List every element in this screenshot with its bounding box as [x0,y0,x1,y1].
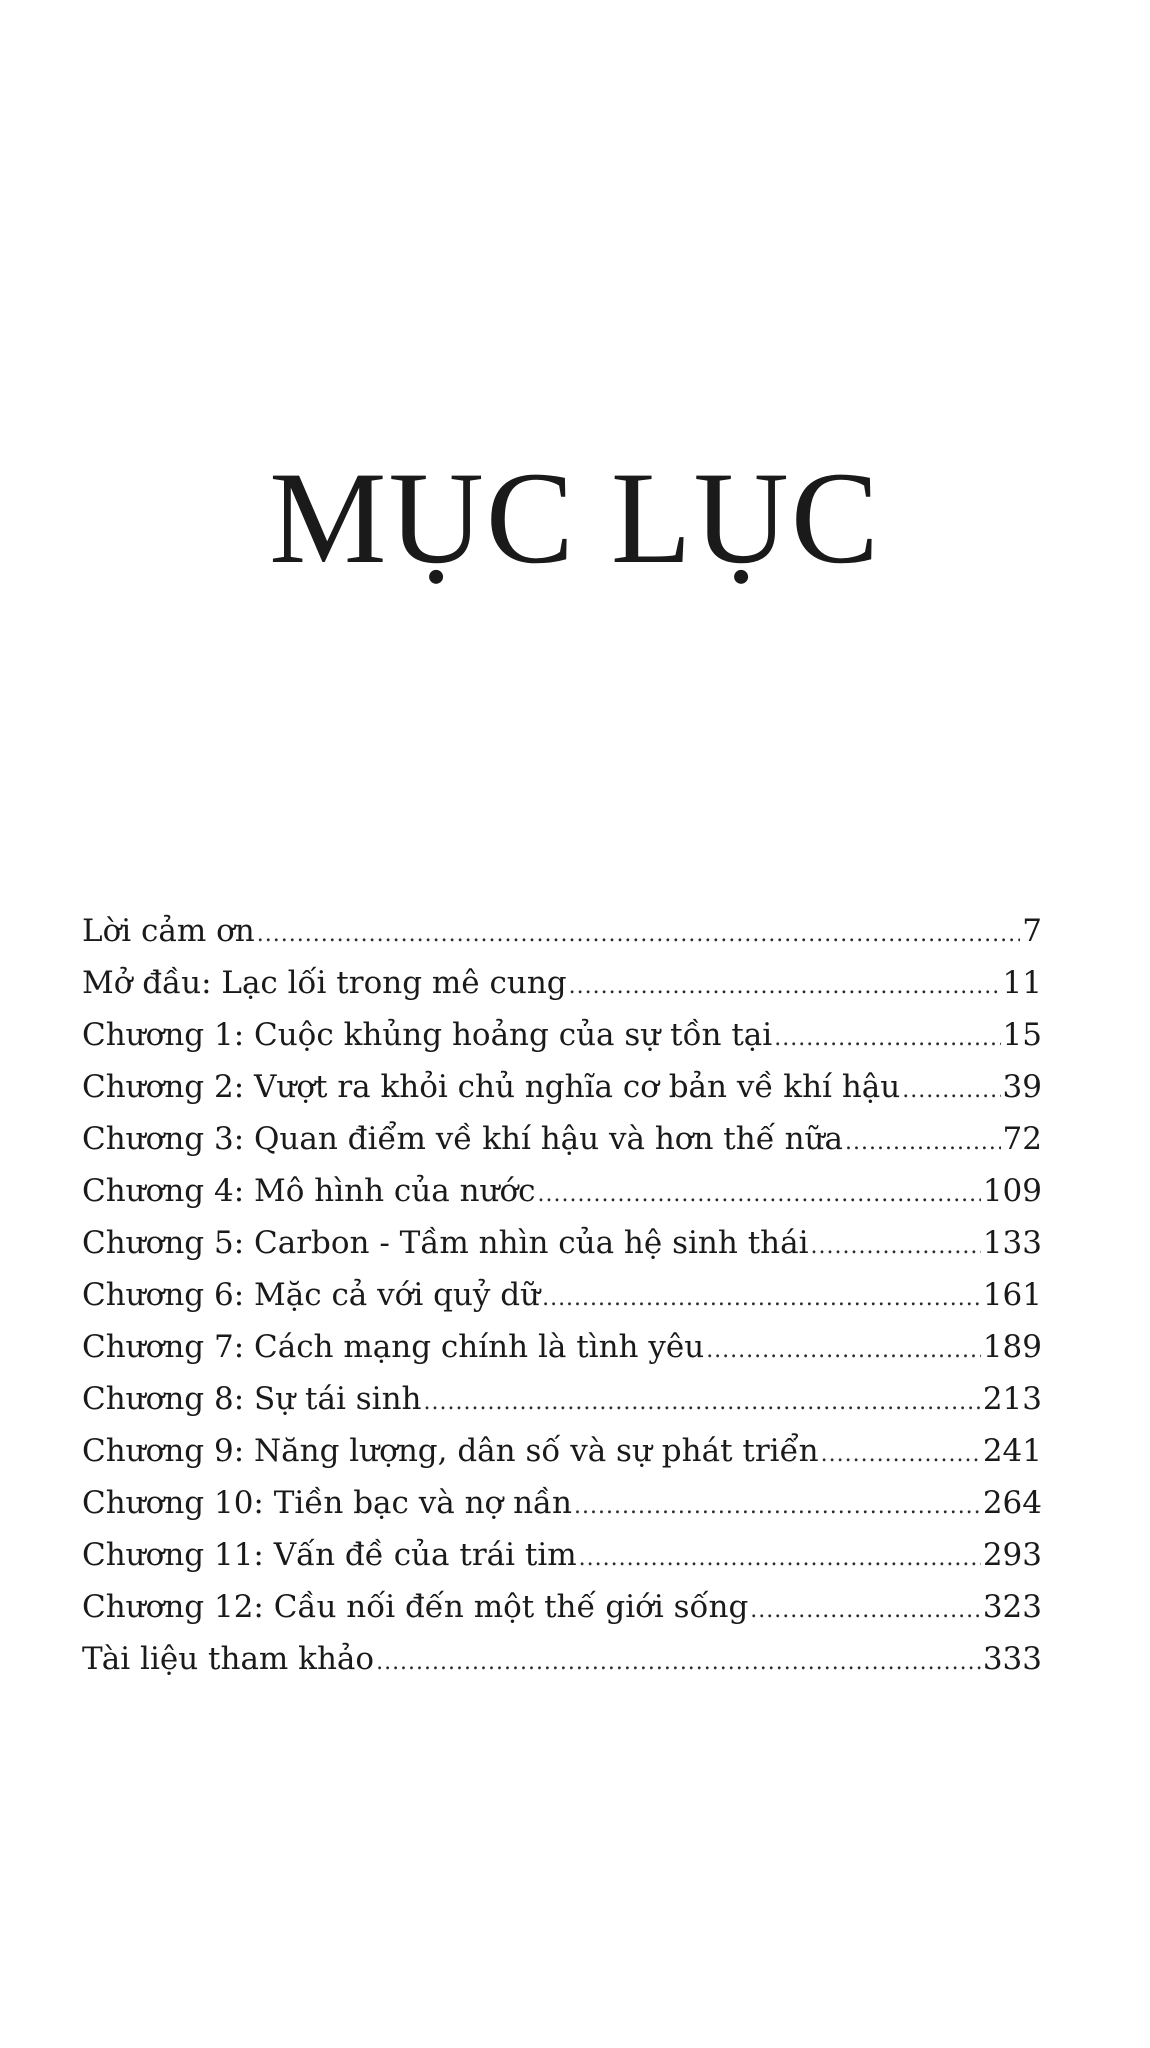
toc-entry [82,1061,1042,1113]
toc-entry [82,1373,1042,1425]
toc-dot-leader [845,1117,1001,1169]
toc-entry-label: Chương 1: Cuộc khủng hoảng của sự tồn tại [82,1017,773,1053]
toc-dot-leader [538,1169,981,1221]
toc-entry [82,1633,1042,1685]
toc-entry [82,1009,1042,1061]
toc-dot-leader [579,1533,981,1585]
toc-entry [82,905,1042,957]
toc-entry [82,1529,1042,1581]
toc-entry [82,1425,1042,1477]
toc-entry-page: 293 [982,1537,1042,1573]
toc-entry-label: Chương 7: Cách mạng chính là tình yêu [82,1329,705,1365]
toc-entry-page: 264 [982,1485,1042,1521]
toc-entry-page: 39 [1002,1069,1042,1105]
toc-entry-page: 323 [982,1589,1042,1625]
toc-entry-page: 133 [982,1225,1042,1261]
toc-dot-leader [821,1429,981,1481]
toc-dot-leader [774,1013,1000,1065]
toc-entry-page: 15 [1002,1017,1042,1053]
toc-entry [82,1217,1042,1269]
toc-dot-leader [257,909,1021,961]
toc-entry-page: 213 [982,1381,1042,1417]
toc-entry-label: Mở đầu: Lạc lối trong mê cung [82,965,567,1001]
toc-dot-leader [424,1377,981,1429]
toc-entry-label: Chương 3: Quan điểm về khí hậu và hơn thế nữa [82,1121,844,1157]
toc-entry-label: Chương 9: Năng lượng, dân số và sự phát triển [82,1433,819,1469]
toc-entry-page: 333 [982,1641,1042,1677]
toc-dot-leader [811,1221,981,1273]
toc-entry [82,1477,1042,1529]
toc-dot-leader [376,1637,981,1689]
toc-entry-label: Chương 12: Cầu nối đến một thế giới sống [82,1589,749,1625]
toc-entry-label: Chương 4: Mô hình của nước [82,1173,536,1209]
toc-entry-page: 161 [982,1277,1042,1313]
toc-entry-label: Lời cảm ơn [82,913,255,949]
toc-entry-label: Chương 6: Mặc cả với quỷ dữ [82,1277,541,1313]
toc-entry-label: Chương 2: Vượt ra khỏi chủ nghĩa cơ bản về khí hậu [82,1069,901,1105]
toc-entry [82,1165,1042,1217]
toc-entry-page: 11 [1002,965,1042,1001]
toc-entry-page: 189 [982,1329,1042,1365]
toc-entry-page: 72 [1002,1121,1042,1157]
toc-dot-leader [574,1481,981,1533]
page-title: MỤC LỤC [269,444,881,591]
toc-entry [82,1113,1042,1165]
toc-entry [82,1269,1042,1321]
table-of-contents [82,905,1042,1685]
toc-entry-page: 109 [982,1173,1042,1209]
toc-dot-leader [750,1585,981,1637]
toc-entry [82,1321,1042,1373]
toc-entry [82,957,1042,1009]
toc-dot-leader [706,1325,981,1377]
toc-dot-leader [569,961,1001,1013]
toc-entry-label: Chương 5: Carbon - Tầm nhìn của hệ sinh thái [82,1225,809,1261]
toc-dot-leader [542,1273,981,1325]
toc-entry-label: Chương 10: Tiền bạc và nợ nần [82,1485,573,1521]
toc-entry [82,1581,1042,1633]
toc-entry-label: Chương 8: Sự tái sinh [82,1381,422,1417]
toc-entry-label: Chương 11: Vấn đề của trái tim [82,1537,577,1573]
toc-dot-leader [902,1065,1000,1117]
toc-entry-page: 241 [982,1433,1042,1469]
toc-entry-page: 7 [1022,913,1042,949]
toc-entry-label: Tài liệu tham khảo [82,1641,375,1677]
